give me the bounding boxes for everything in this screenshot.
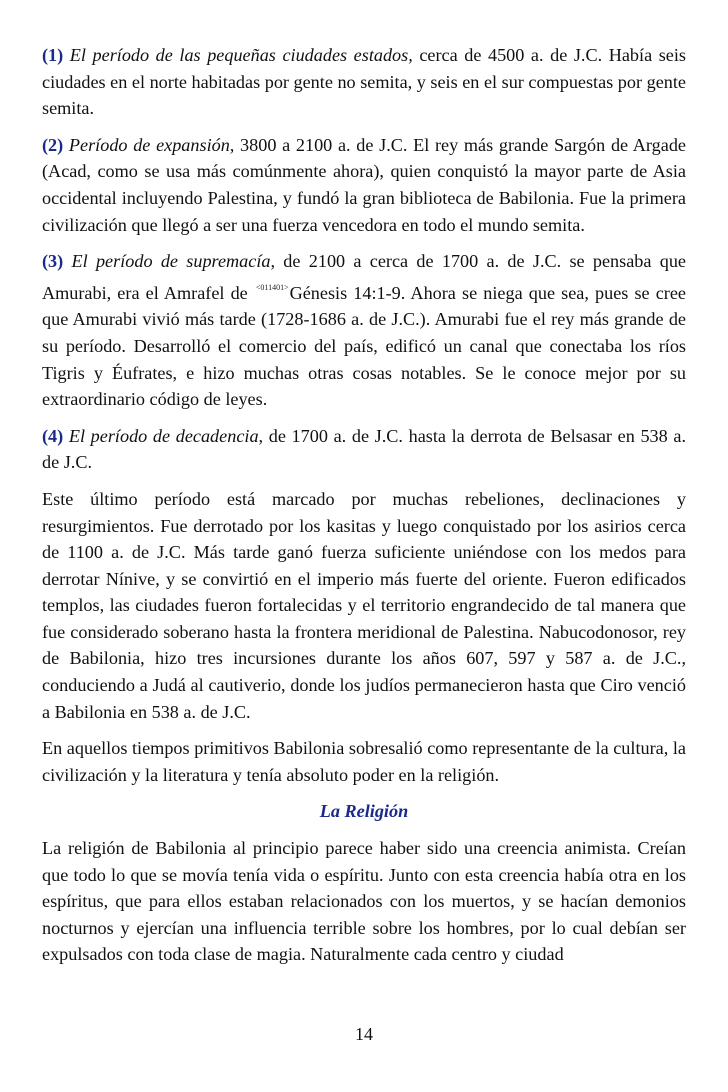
scripture-reference-marker[interactable]: <011401>	[255, 282, 289, 292]
period-title: El período de supremacía,	[71, 251, 276, 272]
period-title: El período de las pequeñas ciudades estados,	[69, 45, 413, 65]
page-number: 14	[355, 1024, 373, 1044]
section-heading: La Religión	[319, 801, 409, 822]
period-text: 3800 a 2100 a. de J.C. El rey más grande Sargón de Argade (Acad, como se usa más comúnmente ahora), quien conquistó la mayor parte de Asia occidental incluyendo Palestina, y fundó la gran biblioteca de Babilonia. Fue la primera civilización que llegó a ser una fuerza vencedora en todo el mundo semita.	[42, 134, 686, 235]
paragraph-period-2	[42, 132, 686, 238]
period-text-continued: Génesis 14:1-9. Ahora se niega que sea, pues se cree que Amurabi vivió más tarde (1728-1686 a. de J.C.). Amurabi fue el rey más grande de su período. Desarrolló el comercio del país, edificó un canal que conectaba los ríos Tigris y Éufrates, e hizo muchas otras cosas notables. Se le conoce mejor por su extraordinario código de leyes.	[42, 282, 687, 410]
period-text: de 2100 a cerca de 1700 a. de J.C. se pensaba que Amurabi, era el Amrafel de	[42, 251, 687, 303]
paragraph-religion: La religión de Babilonia al principio parece haber sido una creencia animista. Creían que todo lo que se movía tenía vida o espíritu. Junto con esta creencia había otra en los espíritus, que para ellos estaban relacionados con los muertos, y se hacían demonios nocturnos y ejercían una influencia terrible sobre los hombres, por lo cual debían ser expulsados con toda clase de magia. Naturalmente cada centro y ciudad	[42, 838, 686, 965]
period-number: (2)	[42, 134, 64, 155]
paragraph-period-4	[42, 423, 686, 476]
period-title: Período de expansión,	[68, 134, 235, 155]
paragraph-period-3	[42, 248, 686, 413]
paragraph-last-period: Este último período está marcado por muchas rebeliones, declinaciones y resurgimientos. Fue derrotado por los kasitas y luego conquistado por los asirios cerca de 1100 a. de J.C. Más tarde ganó fuerza suficiente uniéndose con los medos para derrotar Nínive, y se convirtió en el imperio más fuerte del oriente. Fueron edificados templos, las ciudades fueron fortalecidas y el territorio engrandecido de tal manera que fue considerado soberano hasta la frontera meridional de Palestina. Nabucodonosor, rey de Babilonia, hizo tres incursiones durante los años 607, 597 y 587 a. de J.C., conduciendo a Judá al cautiverio, donde los judíos permanecieron hasta que Ciro venció a Babilonia en 538 a. de J.C.	[42, 488, 686, 722]
period-title: El período de decadencia,	[68, 425, 264, 446]
paragraph-culture: En aquellos tiempos primitivos Babilonia sobresalió como representante de la cultura, la civilización y la literatura y tenía absoluto poder en la religión.	[42, 738, 686, 785]
period-text: cerca de 4500 a. de J.C. Había seis ciudades en el norte habitadas por gente no semita, y seis en el sur compuestas por gente semita.	[42, 45, 686, 119]
period-number: (4)	[42, 425, 64, 446]
period-number: (1)	[42, 45, 64, 65]
paragraph-period-1	[42, 42, 686, 122]
period-number: (3)	[42, 251, 64, 272]
period-text: de 1700 a. de J.C. hasta la derrota de Belsasar en 538 a. de J.C.	[42, 425, 686, 473]
